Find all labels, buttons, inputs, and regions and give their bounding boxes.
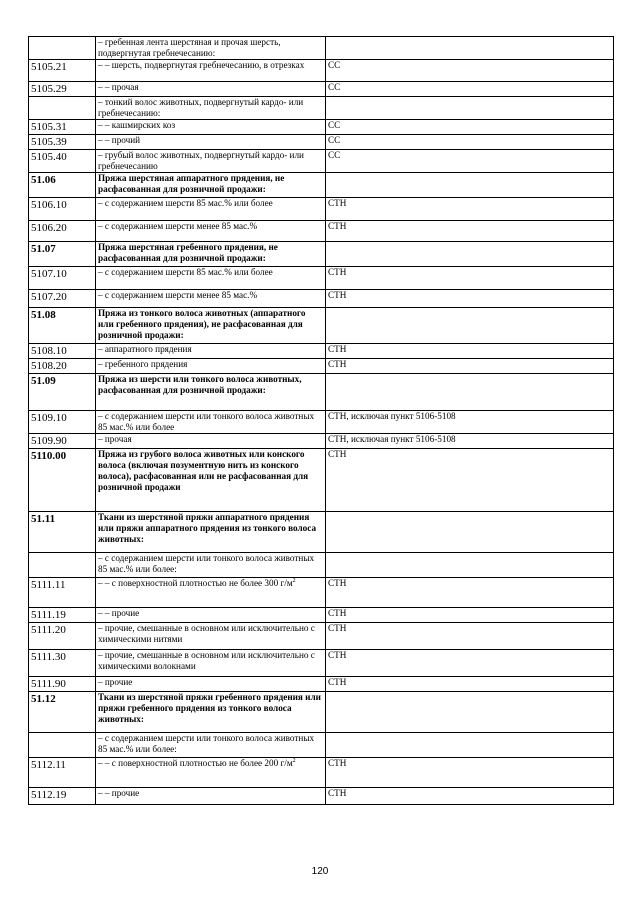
- hs-code-cell: 5107.20: [29, 290, 96, 308]
- description-cell: [96, 120, 326, 135]
- certification-cell: [326, 692, 614, 733]
- table-row: [29, 82, 614, 97]
- certification-cell: [326, 97, 614, 120]
- table-row: [29, 198, 614, 221]
- description-text: Пряжа шерстяная аппаратного прядения, не расфасованная для розничной продажи:: [98, 173, 285, 194]
- hs-code-cell: 5112.19: [29, 788, 96, 805]
- certification-cell: СС: [326, 120, 614, 135]
- table-row: [29, 692, 614, 733]
- certification-cell: [326, 173, 614, 198]
- certification-cell: [326, 733, 614, 758]
- page-number: 120: [311, 866, 329, 877]
- description-cell: [96, 198, 326, 221]
- table-row: [29, 308, 614, 344]
- hs-code-cell: [29, 553, 96, 578]
- table-row: [29, 788, 614, 805]
- hs-code-cell: 5111.30: [29, 650, 96, 677]
- certification-cell: [326, 374, 614, 411]
- table-row: [29, 512, 614, 553]
- description-cell: [96, 173, 326, 198]
- description-cell: [96, 290, 326, 308]
- hs-code-cell: 5105.40: [29, 150, 96, 173]
- description-cell: [96, 608, 326, 623]
- hs-code-cell: 51.08: [29, 308, 96, 344]
- hs-code-cell: 5105.39: [29, 135, 96, 150]
- description-cell: [96, 411, 326, 434]
- certification-cell: СС: [326, 135, 614, 150]
- hs-code-cell: 51.06: [29, 173, 96, 198]
- table-row: [29, 578, 614, 608]
- table-body: [29, 37, 614, 805]
- table-row: [29, 650, 614, 677]
- description-text: – грубый волос животных, подвергнутый кардо- или гребнечесанию: [98, 150, 304, 171]
- certification-cell: СТН: [326, 449, 614, 512]
- hs-code-cell: [29, 733, 96, 758]
- hs-code-cell: 5110.00: [29, 449, 96, 512]
- certification-cell: СТН: [326, 198, 614, 221]
- certification-cell: СТН, исключая пункт 5106-5108: [326, 411, 614, 434]
- table-row: [29, 60, 614, 82]
- description-text: – – прочие: [98, 788, 140, 798]
- hs-code-cell: 5108.20: [29, 359, 96, 374]
- hs-code-cell: 5111.90: [29, 677, 96, 692]
- description-text: – прочие: [98, 677, 133, 687]
- certification-cell: СТН: [326, 758, 614, 788]
- certification-cell: СТН: [326, 267, 614, 290]
- table-row: [29, 344, 614, 359]
- hs-code-cell: 5111.19: [29, 608, 96, 623]
- description-cell: [96, 512, 326, 553]
- certification-cell: [326, 308, 614, 344]
- certification-cell: СТН: [326, 578, 614, 608]
- description-text: Ткани из шерстяной пряжи аппаратного прядения или пряжи аппаратного прядения из тонкого волоса животных:: [98, 512, 317, 544]
- description-text: Ткани из шерстяной пряжи гребенного прядения или пряжи гребенного прядения из тонкого волоса животных:: [98, 692, 321, 724]
- table-row: [29, 173, 614, 198]
- description-cell: [96, 788, 326, 805]
- hs-code-cell: 5106.20: [29, 221, 96, 242]
- description-text: – с содержанием шерсти менее 85 мас.%: [98, 221, 258, 231]
- certification-cell: [326, 37, 614, 60]
- table-row: [29, 623, 614, 650]
- description-cell: [96, 449, 326, 512]
- table-row: [29, 242, 614, 267]
- table-row: [29, 434, 614, 449]
- description-text: – – прочие: [98, 608, 140, 618]
- description-cell: [96, 359, 326, 374]
- superscript: 2: [292, 757, 296, 764]
- hs-code-cell: 5106.10: [29, 198, 96, 221]
- hs-code-cell: 5105.31: [29, 120, 96, 135]
- description-cell: [96, 267, 326, 290]
- description-text: – с содержанием шерсти или тонкого волоса животных 85 мас.% или более: [98, 411, 315, 432]
- description-text: – с содержанием шерсти или тонкого волоса животных 85 мас.% или более:: [98, 733, 315, 754]
- table-row: [29, 411, 614, 434]
- description-text: – аппаратного прядения: [98, 344, 192, 354]
- description-cell: [96, 60, 326, 82]
- description-cell: [96, 623, 326, 650]
- certification-cell: СТН: [326, 221, 614, 242]
- certification-cell: [326, 512, 614, 553]
- description-text: – с содержанием шерсти или тонкого волоса животных 85 мас.% или более:: [98, 553, 315, 574]
- hs-code-cell: 5109.10: [29, 411, 96, 434]
- certification-cell: СТН: [326, 650, 614, 677]
- certification-cell: СТН: [326, 290, 614, 308]
- description-cell: [96, 97, 326, 120]
- certification-cell: СТН: [326, 344, 614, 359]
- table-row: [29, 120, 614, 135]
- hs-code-cell: 51.07: [29, 242, 96, 267]
- description-text: – тонкий волос животных, подвергнутый кардо- или гребнечесанию:: [98, 97, 304, 118]
- certification-cell: СС: [326, 150, 614, 173]
- table-row: [29, 553, 614, 578]
- description-text: – – прочий: [98, 135, 141, 145]
- description-text: – прочие, смешанные в основном или исключительно с химическими волокнами: [98, 650, 315, 671]
- hs-code-cell: 5111.11: [29, 578, 96, 608]
- description-text: – – шерсть, подвергнутая гребнечесанию, в отрезках: [98, 60, 305, 70]
- hs-code-cell: 5105.21: [29, 60, 96, 82]
- description-cell: [96, 553, 326, 578]
- description-cell: [96, 758, 326, 788]
- table-row: [29, 150, 614, 173]
- description-text: – – с поверхностной плотностью не более 300 г/м: [98, 578, 293, 588]
- table-row: [29, 97, 614, 120]
- table-row: [29, 135, 614, 150]
- description-cell: [96, 650, 326, 677]
- description-text: – гребенного прядения: [98, 359, 188, 369]
- table-row: [29, 449, 614, 512]
- description-cell: [96, 135, 326, 150]
- superscript: 2: [292, 577, 296, 584]
- hs-code-cell: [29, 37, 96, 60]
- hs-code-cell: 51.12: [29, 692, 96, 733]
- tariff-table: [28, 36, 614, 805]
- hs-code-cell: 5111.20: [29, 623, 96, 650]
- certification-cell: СТН: [326, 677, 614, 692]
- certification-cell: СТН: [326, 623, 614, 650]
- certification-cell: СС: [326, 82, 614, 97]
- certification-cell: СС: [326, 60, 614, 82]
- hs-code-cell: 5107.10: [29, 267, 96, 290]
- description-cell: [96, 308, 326, 344]
- description-cell: [96, 434, 326, 449]
- description-text: – – кашмирских коз: [98, 120, 176, 130]
- hs-code-cell: 5105.29: [29, 82, 96, 97]
- certification-cell: СТН: [326, 359, 614, 374]
- description-text: – – с поверхностной плотностью не более 200 г/м: [98, 758, 293, 768]
- description-text: Пряжа из грубого волоса животных или конского волоса (включая позументную нить из конского волоса), расфасованная или не расфасованная для розничной продажи: [98, 449, 309, 492]
- description-cell: [96, 692, 326, 733]
- description-cell: [96, 677, 326, 692]
- description-text: – прочие, смешанные в основном или исключительно с химическими нитями: [98, 623, 315, 644]
- description-text: Пряжа из тонкого волоса животных (аппаратного или гребенного прядения), не расфасованная для розничной продажи:: [98, 308, 306, 340]
- hs-code-cell: 5112.11: [29, 758, 96, 788]
- table-row: [29, 359, 614, 374]
- hs-code-cell: 5108.10: [29, 344, 96, 359]
- description-cell: [96, 242, 326, 267]
- description-cell: [96, 37, 326, 60]
- certification-cell: [326, 553, 614, 578]
- description-text: Пряжа шерстяная гребенного прядения, не расфасованная для розничной продажи:: [98, 242, 278, 263]
- table-row: [29, 677, 614, 692]
- table-row: [29, 733, 614, 758]
- table-row: [29, 37, 614, 60]
- hs-code-cell: [29, 97, 96, 120]
- description-text: – с содержанием шерсти 85 мас.% или более: [98, 198, 273, 208]
- table-row: [29, 267, 614, 290]
- description-text: – с содержанием шерсти 85 мас.% или более: [98, 267, 273, 277]
- table-row: [29, 758, 614, 788]
- description-text: – прочая: [98, 434, 132, 444]
- description-cell: [96, 733, 326, 758]
- description-cell: [96, 82, 326, 97]
- table-row: [29, 374, 614, 411]
- description-text: – с содержанием шерсти менее 85 мас.%: [98, 290, 258, 300]
- table-row: [29, 608, 614, 623]
- hs-code-cell: 5109.90: [29, 434, 96, 449]
- description-text: – – прочая: [98, 82, 139, 92]
- description-cell: [96, 374, 326, 411]
- hs-code-cell: 51.09: [29, 374, 96, 411]
- table-row: [29, 221, 614, 242]
- description-text: – гребенная лента шерстяная и прочая шерсть, подвергнутая гребнечесанию:: [98, 37, 281, 58]
- certification-cell: СТН: [326, 608, 614, 623]
- description-cell: [96, 221, 326, 242]
- description-cell: [96, 150, 326, 173]
- description-cell: [96, 578, 326, 608]
- description-text: Пряжа из шерсти или тонкого волоса животных, расфасованная для розничной продажи:: [98, 374, 302, 395]
- hs-code-cell: 51.11: [29, 512, 96, 553]
- certification-cell: СТН: [326, 788, 614, 805]
- certification-cell: СТН, исключая пункт 5106-5108: [326, 434, 614, 449]
- table-row: [29, 290, 614, 308]
- description-cell: [96, 344, 326, 359]
- certification-cell: [326, 242, 614, 267]
